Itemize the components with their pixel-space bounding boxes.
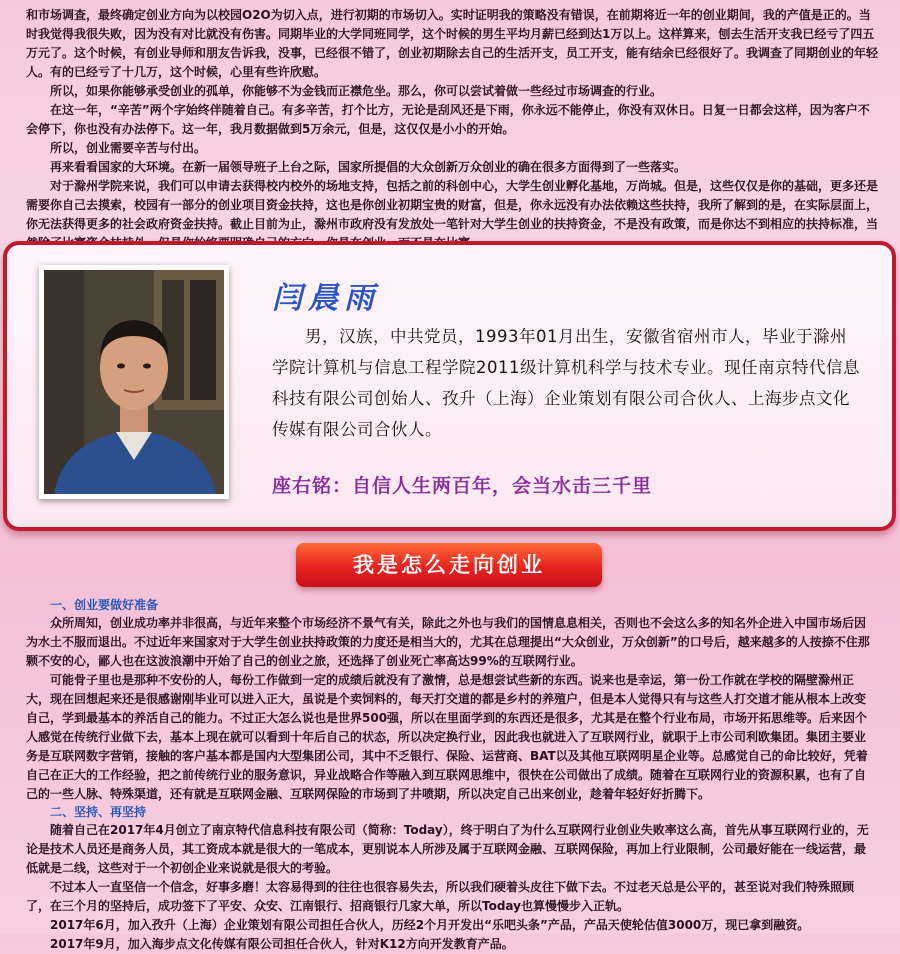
- portrait-photo: [44, 270, 224, 494]
- paragraph: 和市场调查，最终确定创业方向为以校园O2O为切入点，进行初期的市场切入。实时证明我的策略没有错误，在前期将近一年的创业期间，我的产值是正的。当时我觉得我很失败，因为没有对比就没有伤害。同期毕业的大学同班同学，这个时候的男生平均月薪已经到达1万以上。这样算来，刨去生活开支我已经亏了四五万元了。这个时候，有创业导师和朋友告诉我，没事，已经很不错了，创业初期除去自己的生活开支，员工开支，能有结余已经很好了。我调查了同期创业的年轻人。有的已经亏了十几万，这个时候，心里有些许欣慰。: [26, 8, 879, 79]
- paragraph: 对于滁州学院来说，我们可以申请去获得校内校外的场地支持，包括之前的科创中心，大学生创业孵化基地，万尚城。但是，这些仅仅是你的基础，更多还是需要你自己去摸索，校园有一部分的创业项目资金扶持，这也是你创业初期宝贵的财富，但是，你永远没有办法依赖这些扶持，我所了解到的是，在实际层面上，你无法获得更多的社会政府资金扶持。截止目前为止，滁州市政府没有发放处一笔针对大学生创业的扶持资金，不是没有政策，而是你达不到相应的扶持标准，当: [26, 179, 879, 231]
- paragraph: 不过本人一直坚信一个信念，好事多磨！太容易得到的往往也很容易失去，所以我们硬着头皮往下做下去。不过老天总是公平的，甚至说对我们特殊照顾了，在三个月的坚持后，成功签下了平安、众安、江南银行、招商银行几家大单，所以Today也算慢慢步入正轨。: [26, 880, 855, 913]
- paragraph: 2017年9月，加入海步点文化传媒有限公司担任合伙人，针对K12方向开发教育产品。: [50, 937, 514, 951]
- paragraph: 所以，创业需要辛苦与付出。: [50, 141, 207, 155]
- paragraph: 可能骨子里也是那种不安份的人，每份工作做到一定的成绩后就没有了激情，总是想尝试些新的东西。说来也是幸运，第一份工作就在学校的隔壁滁州正大，现在回想起来还是很感谢刚毕业可以进入正大，虽说是个卖饲料的，每天打交道的都是乡村的养殖户，但是本人觉得只有与这些人打交道才能从根本上改变自己，学到最基本的养活自己的能力。不过正大怎么说也是世界500强，所以在里面学到的东西还是很多，尤其是在整个行业布局，市场开拓思维等。后来因个人感觉在传统行业做下去，基本上现在就可以看到十年后自己的状态，所以决定换行业，因此我也就进入了互联网行业，就职于上市公司利欧集团。集团主要业务是互联网数字营销，接触的客户基本都是国内大型集团公司，其中不乏银行、保险、运营商、BAT以及其他互联网明星企业等。总感觉自己的命比较好，凭着自己在正大的工作经验，把之前传统行业的服务意识，异业战略合作等融入到互联网思维中，很快在公司做出了成绩。随着在互联网行业的资源积累，也有了自己的一些人脉、特殊渠道，还有就是互联网金融、互联网保险的市场到了井喷期，所以决定自己出来创业，趁着年轻好好折腾下。: [26, 673, 868, 801]
- profile-description: 男，汉族，中共党员，1993年01月出生，安徽省宿州市人，毕业于滁州学院计算机与信息工程学院2011级计算机科学与技术专业。现任南京特代信息科技有限公司创始人、孜升（上海）企业策划有限公司合伙人、上海步点文化传媒有限公司合伙人。: [272, 327, 860, 439]
- paragraph: 所以，如果你能够承受创业的孤单，你能够不为金钱而正襟危坐。那么，你可以尝试着做一些经过市场调查的行业。: [50, 84, 663, 98]
- section-banner: 我是怎么走向创业: [296, 543, 602, 587]
- paragraph: 在这一年，“辛苦”两个字始终伴随着自己。有多辛苦，打个比方，无论是刮风还是下雨，你永远不能停止，你没有双休日。日复一日都会这样，因为客户不会停下，你也没有办法停下。这一年，我月数据做到5万余元，但是，这仅仅是小小的开始。: [26, 103, 870, 136]
- photo-frame: [39, 265, 229, 499]
- paragraph: 众所周知，创业成功率并非很高，与近年来整个市场经济不景气有关，除此之外也与我们的国情息息相关，否则也不会这么多的知名外企进入中国市场后因为水土不服而退出。不过近年来国家对于大学生创业扶持政策的力度还是相当大的，尤其在总理提出“大众创业，万众创新”的口号后，越来越多的人按捺不住那颗不安的心，鄙人也在这波浪潮中开始了自己的创业之旅，还选择了创业死亡率高达99%的互联网行业。: [26, 616, 870, 668]
- profile-card: [3, 241, 896, 531]
- paragraph: 随着自己在2017年4月创立了南京特代信息科技有限公司（简称：Today），终于明白了为什么互联网行业创业失败率这么高，首先从事互联网行业的，无论是技术人员还是商务人员，其工资成本就是很大的一笔成本，更别说本人所涉及属于互联网金融、互联网保险，再加上行业限制，公司最好能在一线运营，最低就是二线，这些对于一个初创企业来说就是很大的考验。: [26, 823, 869, 875]
- paragraph: 再来看看国家的大环境。在新一届领导班子上台之际，国家所提倡的大众创新万众创业的确在很多方面得到了一些落实。: [50, 160, 687, 174]
- profile-name: 闫晨雨: [272, 281, 380, 316]
- article-top-text: [26, 6, 878, 253]
- article-bottom-text: [26, 597, 876, 954]
- paragraph: 2017年6月，加入孜升（上海）企业策划有限公司担任合伙人，历经2个月开发出“乐吧头条”产品，产品天使轮估值3000万，现已拿到融资。: [50, 918, 810, 932]
- section-heading: 一、创业要做好准备: [50, 598, 159, 612]
- section-heading: 二、坚持、再坚持: [50, 805, 147, 819]
- profile-motto: 座右铭：自信人生两百年，会当水击三千里: [272, 475, 653, 497]
